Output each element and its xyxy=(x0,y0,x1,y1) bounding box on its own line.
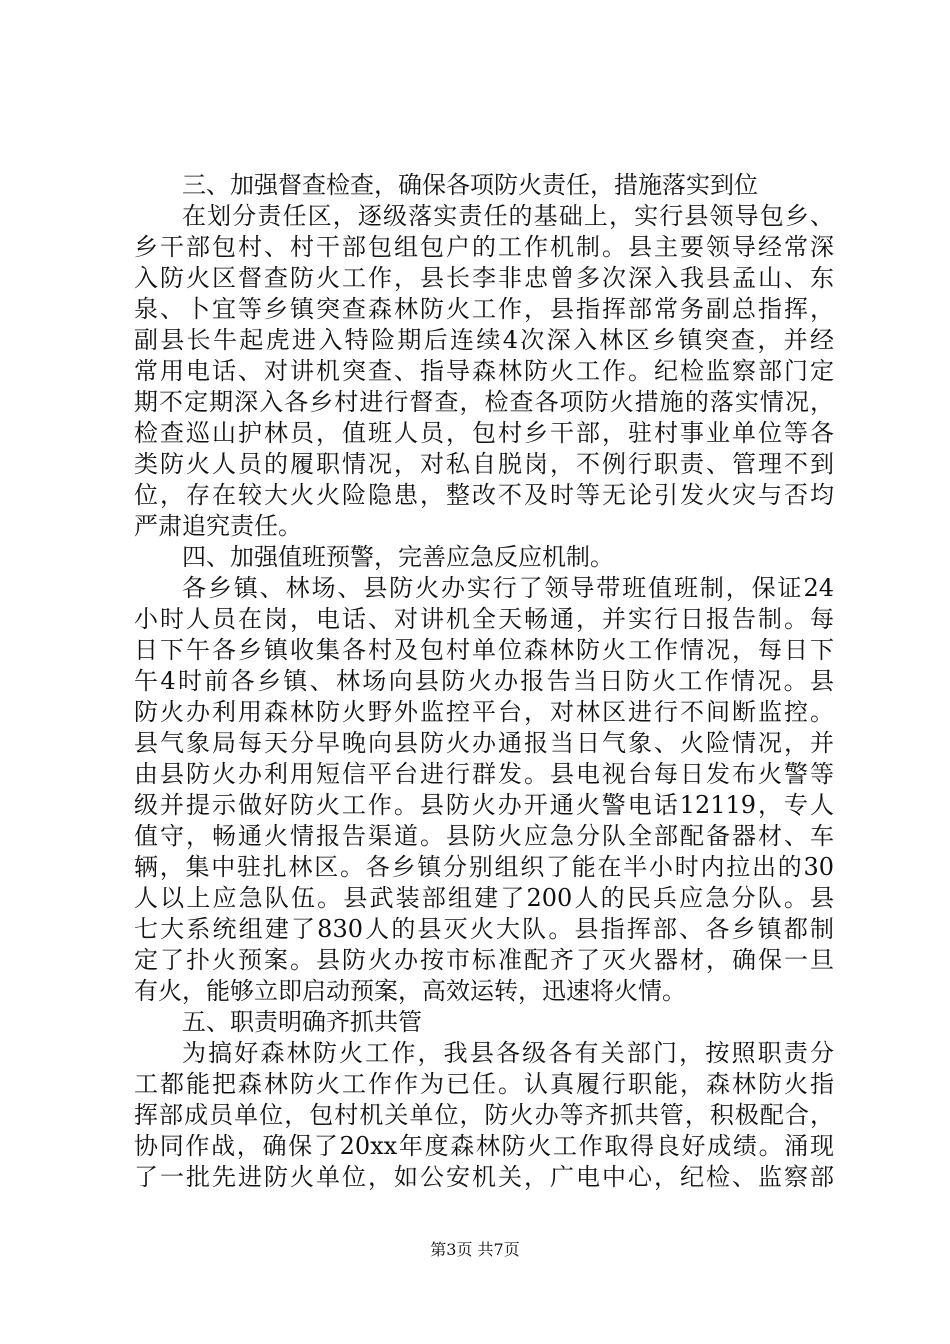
paragraph-line: 由县防火办利用短信平台进行群发。县电视台每日发布火警等 xyxy=(134,760,834,788)
paragraph-line: 严肃追究责任。 xyxy=(134,512,302,540)
paragraph-line: 位，存在较大火火险隐患，整改不及时等无论引发火灾与否均 xyxy=(134,481,834,509)
paragraph-line: 了一批先进防火单位，如公安机关，广电中心，纪检、监察部 xyxy=(134,1163,834,1191)
section-heading-5: 五、职责明确齐抓共管 xyxy=(182,1008,422,1036)
paragraph-line: 副县长牛起虎进入特险期后连续4次深入林区乡镇突查，并经 xyxy=(134,326,834,354)
paragraph-line: 七大系统组建了830人的县灭火大队。县指挥部、各乡镇都制 xyxy=(134,915,834,943)
paragraph-line: 人以上应急队伍。县武装部组建了200人的民兵应急分队。县 xyxy=(134,884,834,912)
paragraph-line: 泉、卜宜等乡镇突查森林防火工作，县指挥部常务副总指挥， xyxy=(134,295,834,323)
paragraph-line: 县气象局每天分早晚向县防火办通报当日气象、火险情况，并 xyxy=(134,729,834,757)
paragraph-line: 日下午各乡镇收集各村及包村单位森林防火工作情况，每日下 xyxy=(134,636,834,664)
paragraph-line: 乡干部包村、村干部包组包户的工作机制。县主要领导经常深 xyxy=(134,233,834,261)
paragraph-line: 级并提示做好防火工作。县防火办开通火警电话12119，专人 xyxy=(134,791,834,819)
paragraph-line: 定了扑火预案。县防火办按市标准配齐了灭火器材，确保一旦 xyxy=(134,946,834,974)
paragraph-line: 检查巡山护林员，值班人员，包村乡干部，驻村事业单位等各 xyxy=(134,419,834,447)
paragraph-line: 工都能把森林防火工作作为已任。认真履行职能，森林防火指 xyxy=(134,1070,834,1098)
paragraph-line: 协同作战，确保了20xx年度森林防火工作取得良好成绩。涌现 xyxy=(134,1132,834,1160)
paragraph-line: 期不定期深入各乡村进行督查，检查各项防火措施的落实情况， xyxy=(134,388,834,416)
paragraph-line: 各乡镇、林场、县防火办实行了领导带班值班制，保证24 xyxy=(182,574,834,602)
paragraph-line: 防火办利用森林防火野外监控平台，对林区进行不间断监控。 xyxy=(134,698,834,726)
section-heading-4: 四、加强值班预警，完善应急反应机制。 xyxy=(182,543,614,571)
paragraph-line: 午4时前各乡镇、林场向县防火办报告当日防火工作情况。县 xyxy=(134,667,834,695)
paragraph-line: 类防火人员的履职情况，对私自脱岗，不例行职责、管理不到 xyxy=(134,450,834,478)
paragraph-line: 辆，集中驻扎林区。各乡镇分别组织了能在半小时内拉出的30 xyxy=(134,853,834,881)
page-number-footer: 第3页 共7页 xyxy=(430,1240,520,1259)
paragraph-line: 有火，能够立即启动预案，高效运转，迅速将火情。 xyxy=(134,977,686,1005)
paragraph-line: 小时人员在岗，电话、对讲机全天畅通，并实行日报告制。每 xyxy=(134,605,834,633)
paragraph-line: 常用电话、对讲机突查、指导森林防火工作。纪检监察部门定 xyxy=(134,357,834,385)
paragraph-line: 挥部成员单位，包村机关单位，防火办等齐抓共管，积极配合， xyxy=(134,1101,834,1129)
body-text xyxy=(134,170,834,1193)
section-heading-3: 三、加强督查检查，确保各项防火责任，措施落实到位 xyxy=(182,171,758,199)
paragraph-line: 值守，畅通火情报告渠道。县防火应急分队全部配备器材、车 xyxy=(134,822,834,850)
paragraph-line: 入防火区督查防火工作，县长李非忠曾多次深入我县孟山、东 xyxy=(134,264,834,292)
paragraph-line: 在划分责任区，逐级落实责任的基础上，实行县领导包乡、 xyxy=(182,202,834,230)
paragraph-line: 为搞好森林防火工作，我县各级各有关部门，按照职责分 xyxy=(182,1039,834,1067)
